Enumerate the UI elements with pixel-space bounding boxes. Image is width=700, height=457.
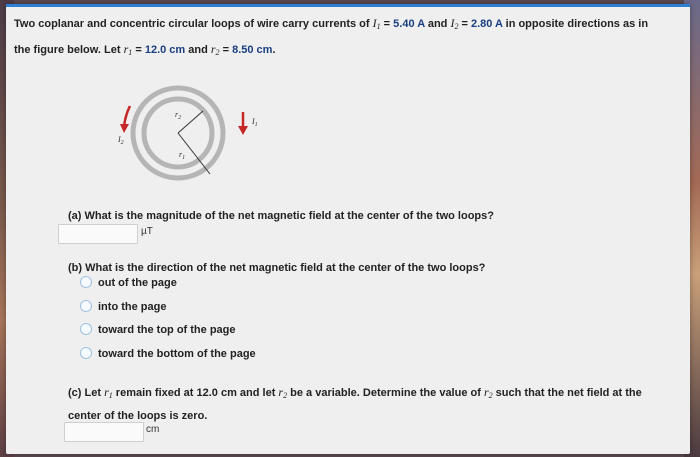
label-i2: $I_2$ <box>118 135 124 146</box>
statement-text: Two coplanar and concentric circular loops of wire carry currents of <box>14 18 373 30</box>
label-r2: $r_2$ <box>175 110 182 121</box>
label-i1: $I_1$ <box>252 117 258 128</box>
var-r1-sub: 1 <box>108 391 113 400</box>
option-into-page[interactable] <box>80 300 166 316</box>
var-r1: r <box>104 385 109 399</box>
i2-value: 2.80 A <box>470 18 503 30</box>
problem-page <box>6 4 690 454</box>
statement-text: and <box>424 18 451 30</box>
current-i2-arrowhead <box>120 124 129 133</box>
var-r1-sub: 1 <box>128 48 133 57</box>
equals: = <box>132 44 145 56</box>
var-r2: r <box>278 385 284 399</box>
answer-c-input[interactable] <box>64 422 144 442</box>
question-text: remain fixed at 12.0 cm and let <box>112 387 279 399</box>
question-text: such that the net field at the <box>492 387 642 399</box>
current-i2-arc <box>124 106 130 127</box>
option-out-of-page[interactable] <box>80 276 177 292</box>
radio-button[interactable] <box>80 323 92 335</box>
var-i1-sub: 1 <box>376 22 381 31</box>
var-r2: r <box>210 42 216 56</box>
question-text: be a variable. Determine the value of <box>287 387 484 399</box>
option-label: into the page <box>98 301 167 313</box>
label-r1: $r_1$ <box>179 150 186 161</box>
var-r2-sub: 2 <box>283 391 288 400</box>
i1-value: 5.40 A <box>393 18 425 30</box>
problem-statement <box>14 12 679 64</box>
question-b: (b) What is the direction of the net magnetic field at the center of the two loops? <box>68 262 486 274</box>
question-c <box>68 382 688 427</box>
var-i2: I <box>450 16 455 30</box>
option-toward-top[interactable] <box>80 323 236 339</box>
unit-a: µT <box>141 226 153 237</box>
r2-value: 8.50 cm <box>232 44 273 56</box>
radio-button[interactable] <box>80 347 92 359</box>
top-accent-bar <box>6 4 690 7</box>
option-label: out of the page <box>98 277 177 289</box>
var-i2-sub: 2 <box>454 22 459 31</box>
question-a: (a) What is the magnitude of the net magnetic field at the center of the two loops? <box>68 210 494 222</box>
concentric-loops-figure <box>106 84 266 184</box>
current-i1-arrowhead <box>238 126 248 135</box>
statement-text: and <box>185 44 211 56</box>
var-r2: r <box>483 385 489 399</box>
option-label: toward the top of the page <box>98 324 236 336</box>
statement-text: the figure below. Let <box>14 44 124 56</box>
option-toward-bottom[interactable] <box>80 347 256 363</box>
unit-c: cm <box>146 424 160 435</box>
r1-value: 12.0 cm <box>144 44 186 56</box>
radius-r2-line <box>178 111 203 133</box>
question-text: center of the loops is zero. <box>68 410 208 422</box>
var-r2-sub: 2 <box>488 391 493 400</box>
var-i1: I <box>372 16 377 30</box>
equals: = <box>219 44 233 56</box>
var-r1: r <box>123 42 129 56</box>
equals: = <box>380 18 394 30</box>
statement-text: . <box>272 44 276 56</box>
answer-a-input[interactable] <box>58 224 138 244</box>
question-text: (c) Let <box>68 387 105 399</box>
radio-button[interactable] <box>80 276 92 288</box>
option-label: toward the bottom of the page <box>98 348 256 360</box>
statement-text: in opposite directions as in <box>502 18 649 30</box>
equals: = <box>458 18 471 30</box>
var-r2-sub: 2 <box>215 48 220 57</box>
radio-button[interactable] <box>80 300 92 312</box>
